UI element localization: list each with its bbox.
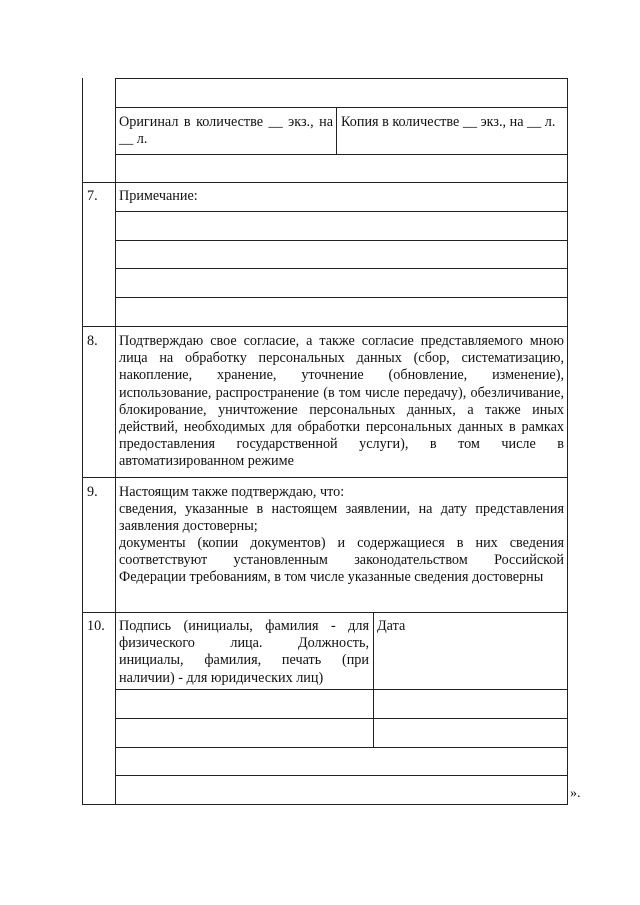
row-divider <box>115 297 568 298</box>
original-count-text: Оригинал в количестве __ экз., на __ л. <box>119 114 333 148</box>
row-divider <box>115 240 568 241</box>
row-number-7: 7. <box>87 188 98 204</box>
row-divider <box>115 211 568 212</box>
row-number-8: 8. <box>87 333 98 349</box>
confirmation-intro: Настоящим также подтверждаю, что: <box>119 484 345 500</box>
row-divider <box>115 718 568 719</box>
confirmation-item-1: сведения, указанные в настоящем заявлении, на дату представления заявления достоверны; <box>119 501 564 535</box>
confirmation-item-2: документы (копии документов) и содержащиеся в них сведения соответствуют установленным законодательством Российской Федерации требованиям, в том числе указанные сведения достоверны <box>119 535 564 586</box>
consent-text: Подтверждаю свое согласие, а также согласие представляемого мною лица на обработку персональных данных (сбор, систематизацию, накопление, хранение, уточнение (обновление, изменение), использование, распространение (в том числе передачу), обезличивание, блокирование, уничтожение персональных данных, а также иных действий, необходимых для обработки персональных данных в рамках предоставления государственной услуги), в том числе в автоматизированном режиме <box>119 333 564 470</box>
row-divider <box>115 107 568 108</box>
date-column-divider <box>373 612 374 747</box>
table-bottom-border <box>82 804 568 805</box>
row-number-9: 9. <box>87 484 98 500</box>
row-divider <box>115 154 568 155</box>
section-divider <box>82 612 568 613</box>
closing-quote: ». <box>570 786 581 801</box>
date-label: Дата <box>377 618 406 634</box>
number-column-divider <box>115 78 116 804</box>
section-divider <box>82 326 568 327</box>
row-divider <box>115 268 568 269</box>
table-right-border <box>567 78 568 804</box>
table-left-border <box>82 78 83 804</box>
copy-column-divider <box>336 107 337 154</box>
row-divider <box>115 747 568 748</box>
table-top-border <box>115 78 568 79</box>
row-number-10: 10. <box>87 618 105 634</box>
section-divider <box>82 477 568 478</box>
note-label: Примечание: <box>119 188 198 204</box>
section-divider <box>82 182 568 183</box>
row-divider <box>115 775 568 776</box>
copy-count-text: Копия в количестве __ экз., на __ л. <box>341 114 556 130</box>
signature-label: Подпись (инициалы, фамилия - для физического лица. Должность, инициалы, фамилия, печать (при наличии) - для юридических лиц) <box>119 618 369 686</box>
row-divider <box>115 689 568 690</box>
